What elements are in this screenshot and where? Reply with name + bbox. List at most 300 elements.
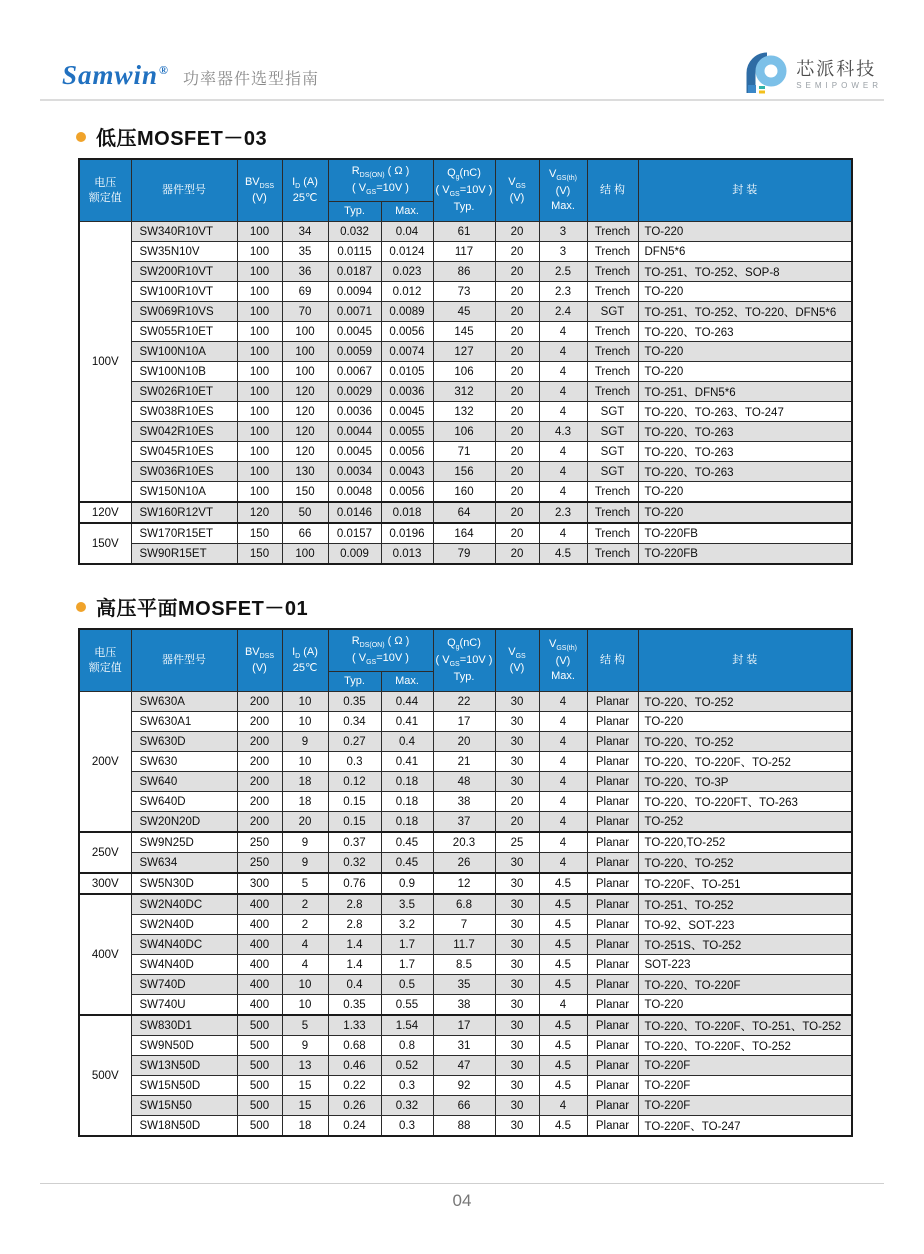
cell-bvdss: 200 (237, 712, 282, 732)
cell-qg: 37 (433, 812, 495, 833)
cell-voltage-group: 150V (79, 523, 131, 564)
cell-part: SW200R10VT (131, 262, 237, 282)
cell-id: 150 (282, 482, 328, 503)
cell-structure: Planar (587, 752, 638, 772)
cell-vgs: 20 (495, 222, 539, 242)
cell-structure: Planar (587, 712, 638, 732)
cell-part: SW640 (131, 772, 237, 792)
cell-part: SW069R10VS (131, 302, 237, 322)
cell-part: SW170R15ET (131, 523, 237, 544)
cell-package: TO-220、TO-220F (638, 975, 852, 995)
cell-part: SW9N50D (131, 1036, 237, 1056)
table-header (79, 629, 852, 692)
cell-structure: Planar (587, 995, 638, 1016)
cell-vgs: 20 (495, 242, 539, 262)
cell-rdson-typ: 0.0157 (328, 523, 381, 544)
cell-qg: 64 (433, 502, 495, 523)
cell-package: TO-251S、TO-252 (638, 935, 852, 955)
cell-rdson-typ: 0.26 (328, 1096, 381, 1116)
cell-part: SW042R10ES (131, 422, 237, 442)
cell-vgs: 30 (495, 995, 539, 1016)
cell-rdson-max: 0.0105 (381, 362, 433, 382)
table-row (79, 502, 852, 523)
table-row (79, 462, 852, 482)
cell-vgs: 20 (495, 812, 539, 833)
cell-bvdss: 100 (237, 242, 282, 262)
cell-qg: 12 (433, 873, 495, 894)
cell-package: TO-220、TO-263 (638, 422, 852, 442)
col-qg: $Q_g(nC)$ ( $V_{GS}=10V$ ) Typ. (433, 159, 495, 222)
cell-rdson-typ: 0.35 (328, 995, 381, 1016)
cell-qg: 45 (433, 302, 495, 322)
cell-part: SW4N40D (131, 955, 237, 975)
cell-bvdss: 250 (237, 832, 282, 853)
col-structure: 结 构 (587, 159, 638, 222)
table-row (79, 915, 852, 935)
cell-id: 34 (282, 222, 328, 242)
cell-package: TO-220 (638, 222, 852, 242)
cell-vgs: 20 (495, 523, 539, 544)
cell-part: SW20N20D (131, 812, 237, 833)
table-row (79, 222, 852, 242)
cell-bvdss: 400 (237, 975, 282, 995)
cell-structure: Planar (587, 853, 638, 874)
cell-bvdss: 300 (237, 873, 282, 894)
cell-id: 15 (282, 1076, 328, 1096)
semipower-logo (742, 52, 882, 98)
high-voltage-planar-mosfet-table (78, 628, 853, 1137)
table-row (79, 1056, 852, 1076)
col-rdson: $R_{DS(ON)}$ ( Ω ) ( $V_{GS}=10V$ ) (328, 159, 433, 202)
col-vgsth: $V_{GS(th)}$ (V) Max. (539, 629, 587, 692)
cell-voltage-group: 300V (79, 873, 131, 894)
cell-bvdss: 150 (237, 523, 282, 544)
cell-vgsth: 4 (539, 482, 587, 503)
col-vgs: $V_{GS}$ (V) (495, 159, 539, 222)
cell-id: 10 (282, 752, 328, 772)
cell-vgsth: 4 (539, 342, 587, 362)
cell-bvdss: 100 (237, 282, 282, 302)
cell-structure: Planar (587, 1015, 638, 1036)
cell-rdson-max: 0.04 (381, 222, 433, 242)
cell-qg: 20 (433, 732, 495, 752)
cell-package: TO-220FB (638, 544, 852, 565)
cell-bvdss: 200 (237, 692, 282, 712)
cell-rdson-max: 0.023 (381, 262, 433, 282)
cell-package: TO-220F、TO-247 (638, 1116, 852, 1137)
table-row (79, 975, 852, 995)
cell-vgs: 30 (495, 1096, 539, 1116)
cell-id: 9 (282, 732, 328, 752)
cell-qg: 88 (433, 1116, 495, 1137)
cell-rdson-max: 1.7 (381, 935, 433, 955)
cell-package: TO-251、TO-252、SOP-8 (638, 262, 852, 282)
cell-rdson-max: 0.55 (381, 995, 433, 1016)
cell-id: 100 (282, 342, 328, 362)
col-qg: $Q_g(nC)$ ( $V_{GS}=10V$ ) Typ. (433, 629, 495, 692)
cell-structure: SGT (587, 402, 638, 422)
cell-rdson-max: 0.0056 (381, 322, 433, 342)
cell-part: SW9N25D (131, 832, 237, 853)
cell-vgs: 20 (495, 544, 539, 565)
cell-qg: 160 (433, 482, 495, 503)
cell-structure: Planar (587, 935, 638, 955)
cell-vgsth: 4 (539, 832, 587, 853)
cell-vgsth: 4.5 (539, 975, 587, 995)
cell-voltage-group: 200V (79, 692, 131, 833)
table-row (79, 242, 852, 262)
cell-vgs: 20 (495, 382, 539, 402)
cell-vgsth: 4 (539, 772, 587, 792)
registered-mark: ® (159, 63, 170, 77)
cell-part: SW160R12VT (131, 502, 237, 523)
cell-vgsth: 4.5 (539, 1116, 587, 1137)
cell-rdson-typ: 1.4 (328, 935, 381, 955)
cell-qg: 48 (433, 772, 495, 792)
cell-rdson-max: 0.18 (381, 792, 433, 812)
cell-part: SW2N40D (131, 915, 237, 935)
cell-part: SW630D (131, 732, 237, 752)
table-row (79, 1116, 852, 1137)
cell-rdson-typ: 1.4 (328, 955, 381, 975)
cell-qg: 86 (433, 262, 495, 282)
cell-rdson-typ: 0.32 (328, 853, 381, 874)
cell-rdson-typ: 0.0044 (328, 422, 381, 442)
cell-vgs: 25 (495, 832, 539, 853)
logo-company-name: 芯派科技 (796, 58, 877, 79)
cell-id: 5 (282, 1015, 328, 1036)
cell-package: TO-220F、TO-251 (638, 873, 852, 894)
table-row (79, 362, 852, 382)
page-brand-header (62, 60, 319, 91)
cell-voltage-group: 400V (79, 894, 131, 1015)
cell-bvdss: 100 (237, 402, 282, 422)
cell-id: 2 (282, 894, 328, 915)
cell-rdson-max: 0.52 (381, 1056, 433, 1076)
cell-package: TO-220F (638, 1076, 852, 1096)
cell-qg: 31 (433, 1036, 495, 1056)
cell-qg: 106 (433, 422, 495, 442)
cell-vgsth: 4 (539, 362, 587, 382)
cell-package: TO-220 (638, 282, 852, 302)
cell-vgs: 30 (495, 894, 539, 915)
cell-id: 70 (282, 302, 328, 322)
cell-part: SW15N50 (131, 1096, 237, 1116)
cell-id: 4 (282, 955, 328, 975)
cell-qg: 79 (433, 544, 495, 565)
low-voltage-mosfet-table (78, 158, 853, 565)
cell-rdson-typ: 0.0036 (328, 402, 381, 422)
cell-vgsth: 4.3 (539, 422, 587, 442)
cell-rdson-max: 0.0124 (381, 242, 433, 262)
cell-rdson-max: 0.0036 (381, 382, 433, 402)
cell-qg: 17 (433, 712, 495, 732)
cell-rdson-typ: 0.0059 (328, 342, 381, 362)
cell-vgs: 30 (495, 1036, 539, 1056)
cell-vgsth: 4.5 (539, 894, 587, 915)
cell-rdson-typ: 0.0067 (328, 362, 381, 382)
cell-qg: 92 (433, 1076, 495, 1096)
cell-rdson-max: 3.2 (381, 915, 433, 935)
table-row (79, 1015, 852, 1036)
table-row (79, 853, 852, 874)
col-voltage-rating: 电压 额定值 (79, 159, 131, 222)
cell-qg: 66 (433, 1096, 495, 1116)
cell-structure: Trench (587, 242, 638, 262)
cell-part: SW630A1 (131, 712, 237, 732)
table-row (79, 1036, 852, 1056)
cell-package: TO-220、TO-220F、TO-252 (638, 1036, 852, 1056)
cell-vgs: 20 (495, 302, 539, 322)
col-package: 封 装 (638, 159, 852, 222)
cell-vgsth: 4 (539, 692, 587, 712)
cell-part: SW100R10VT (131, 282, 237, 302)
cell-structure: SGT (587, 462, 638, 482)
cell-id: 5 (282, 873, 328, 894)
cell-rdson-max: 0.3 (381, 1116, 433, 1137)
cell-qg: 61 (433, 222, 495, 242)
cell-qg: 117 (433, 242, 495, 262)
cell-rdson-max: 0.18 (381, 772, 433, 792)
cell-package: SOT-223 (638, 955, 852, 975)
footer-divider (40, 1183, 884, 1184)
cell-id: 9 (282, 1036, 328, 1056)
cell-vgs: 20 (495, 322, 539, 342)
section-low-voltage-mosfet (78, 122, 851, 565)
cell-package: TO-251、TO-252、TO-220、DFN5*6 (638, 302, 852, 322)
cell-bvdss: 200 (237, 792, 282, 812)
cell-structure: Planar (587, 1076, 638, 1096)
cell-part: SW90R15ET (131, 544, 237, 565)
cell-vgsth: 4 (539, 792, 587, 812)
cell-bvdss: 100 (237, 222, 282, 242)
cell-rdson-typ: 0.27 (328, 732, 381, 752)
cell-structure: Planar (587, 915, 638, 935)
cell-structure: Trench (587, 482, 638, 503)
table-row (79, 482, 852, 503)
cell-vgsth: 4 (539, 712, 587, 732)
cell-part: SW18N50D (131, 1116, 237, 1137)
cell-structure: Trench (587, 382, 638, 402)
cell-bvdss: 400 (237, 995, 282, 1016)
cell-structure: Trench (587, 362, 638, 382)
cell-vgsth: 4 (539, 442, 587, 462)
cell-vgs: 20 (495, 362, 539, 382)
cell-rdson-typ: 0.4 (328, 975, 381, 995)
cell-rdson-max: 0.41 (381, 752, 433, 772)
cell-id: 10 (282, 995, 328, 1016)
cell-bvdss: 100 (237, 322, 282, 342)
cell-bvdss: 100 (237, 462, 282, 482)
cell-id: 10 (282, 975, 328, 995)
cell-vgsth: 4 (539, 523, 587, 544)
cell-package: TO-220 (638, 995, 852, 1016)
cell-vgs: 30 (495, 1076, 539, 1096)
cell-package: TO-220、TO-220FT、TO-263 (638, 792, 852, 812)
cell-id: 18 (282, 792, 328, 812)
cell-qg: 127 (433, 342, 495, 362)
cell-vgs: 30 (495, 915, 539, 935)
cell-bvdss: 500 (237, 1096, 282, 1116)
cell-bvdss: 250 (237, 853, 282, 874)
cell-structure: Planar (587, 812, 638, 833)
cell-voltage-group: 500V (79, 1015, 131, 1136)
cell-vgs: 20 (495, 502, 539, 523)
cell-rdson-typ: 0.68 (328, 1036, 381, 1056)
cell-qg: 22 (433, 692, 495, 712)
cell-vgs: 30 (495, 853, 539, 874)
cell-rdson-typ: 0.0048 (328, 482, 381, 503)
cell-vgsth: 4.5 (539, 544, 587, 565)
cell-qg: 145 (433, 322, 495, 342)
cell-qg: 17 (433, 1015, 495, 1036)
cell-qg: 7 (433, 915, 495, 935)
cell-structure: Planar (587, 955, 638, 975)
cell-id: 20 (282, 812, 328, 833)
cell-package: DFN5*6 (638, 242, 852, 262)
cell-vgs: 30 (495, 975, 539, 995)
cell-rdson-max: 3.5 (381, 894, 433, 915)
cell-structure: SGT (587, 302, 638, 322)
cell-rdson-typ: 0.0029 (328, 382, 381, 402)
cell-bvdss: 100 (237, 422, 282, 442)
cell-qg: 11.7 (433, 935, 495, 955)
col-vgs: $V_{GS}$ (V) (495, 629, 539, 692)
cell-rdson-max: 0.41 (381, 712, 433, 732)
cell-rdson-typ: 0.24 (328, 1116, 381, 1137)
cell-package: TO-252 (638, 812, 852, 833)
table-row (79, 955, 852, 975)
cell-vgs: 30 (495, 692, 539, 712)
table-row (79, 732, 852, 752)
cell-bvdss: 120 (237, 502, 282, 523)
cell-bvdss: 100 (237, 362, 282, 382)
cell-id: 130 (282, 462, 328, 482)
cell-rdson-max: 0.5 (381, 975, 433, 995)
cell-rdson-max: 0.45 (381, 853, 433, 874)
cell-part: SW15N50D (131, 1076, 237, 1096)
cell-rdson-max: 0.0056 (381, 442, 433, 462)
cell-id: 13 (282, 1056, 328, 1076)
cell-voltage-group: 120V (79, 502, 131, 523)
cell-qg: 312 (433, 382, 495, 402)
cell-package: TO-251、DFN5*6 (638, 382, 852, 402)
cell-part: SW055R10ET (131, 322, 237, 342)
cell-vgs: 20 (495, 792, 539, 812)
cell-package: TO-220F (638, 1056, 852, 1076)
section-title: 低压MOSFET－03 (78, 122, 851, 151)
bullet-icon (76, 132, 86, 142)
cell-rdson-max: 1.7 (381, 955, 433, 975)
cell-vgs: 30 (495, 752, 539, 772)
cell-qg: 106 (433, 362, 495, 382)
cell-id: 50 (282, 502, 328, 523)
cell-qg: 38 (433, 995, 495, 1016)
cell-vgsth: 4 (539, 732, 587, 752)
cell-id: 35 (282, 242, 328, 262)
cell-package: TO-220 (638, 362, 852, 382)
cell-vgs: 20 (495, 282, 539, 302)
cell-package: TO-220 (638, 482, 852, 503)
cell-rdson-max: 0.013 (381, 544, 433, 565)
cell-rdson-max: 0.4 (381, 732, 433, 752)
semipower-logo-icon (742, 52, 788, 98)
cell-rdson-typ: 0.0071 (328, 302, 381, 322)
cell-vgs: 30 (495, 772, 539, 792)
cell-id: 100 (282, 362, 328, 382)
cell-vgsth: 2.3 (539, 282, 587, 302)
cell-id: 120 (282, 402, 328, 422)
cell-id: 9 (282, 832, 328, 853)
cell-vgsth: 4 (539, 462, 587, 482)
cell-structure: Trench (587, 342, 638, 362)
cell-rdson-typ: 0.15 (328, 792, 381, 812)
cell-qg: 156 (433, 462, 495, 482)
cell-bvdss: 400 (237, 894, 282, 915)
table-row (79, 752, 852, 772)
cell-vgsth: 4 (539, 1096, 587, 1116)
table-header (79, 159, 852, 222)
cell-package: TO-220,TO-252 (638, 832, 852, 853)
logo-company-name-en: SEMIPOWER (796, 81, 882, 91)
cell-rdson-typ: 0.0146 (328, 502, 381, 523)
cell-qg: 164 (433, 523, 495, 544)
cell-vgsth: 4.5 (539, 1036, 587, 1056)
cell-structure: Planar (587, 832, 638, 853)
table-row (79, 772, 852, 792)
table-row (79, 342, 852, 362)
col-part-number: 器件型号 (131, 159, 237, 222)
table-row (79, 442, 852, 462)
col-bvdss: $BV_{DSS}$ (V) (237, 629, 282, 692)
cell-bvdss: 200 (237, 812, 282, 833)
cell-part: SW340R10VT (131, 222, 237, 242)
col-bvdss: $BV_{DSS}$ (V) (237, 159, 282, 222)
section-high-voltage-planar-mosfet (78, 592, 851, 1137)
cell-id: 2 (282, 915, 328, 935)
cell-structure: Planar (587, 1056, 638, 1076)
cell-structure: Trench (587, 222, 638, 242)
cell-id: 69 (282, 282, 328, 302)
cell-qg: 38 (433, 792, 495, 812)
cell-id: 10 (282, 712, 328, 732)
cell-vgs: 20 (495, 342, 539, 362)
table-row (79, 792, 852, 812)
table-row (79, 894, 852, 915)
cell-bvdss: 100 (237, 482, 282, 503)
cell-structure: Trench (587, 262, 638, 282)
cell-rdson-max: 1.54 (381, 1015, 433, 1036)
cell-id: 120 (282, 422, 328, 442)
page-number: 04 (452, 1191, 472, 1210)
cell-qg: 35 (433, 975, 495, 995)
cell-part: SW35N10V (131, 242, 237, 262)
cell-part: SW045R10ES (131, 442, 237, 462)
table-row (79, 712, 852, 732)
cell-vgs: 30 (495, 732, 539, 752)
cell-structure: Planar (587, 792, 638, 812)
col-rdson-max: Max. (381, 672, 433, 692)
cell-part: SW036R10ES (131, 462, 237, 482)
cell-bvdss: 400 (237, 955, 282, 975)
cell-vgs: 30 (495, 935, 539, 955)
cell-package: TO-220、TO-263、TO-247 (638, 402, 852, 422)
cell-id: 18 (282, 772, 328, 792)
cell-rdson-max: 0.32 (381, 1096, 433, 1116)
cell-rdson-typ: 0.0115 (328, 242, 381, 262)
cell-part: SW026R10ET (131, 382, 237, 402)
cell-qg: 71 (433, 442, 495, 462)
